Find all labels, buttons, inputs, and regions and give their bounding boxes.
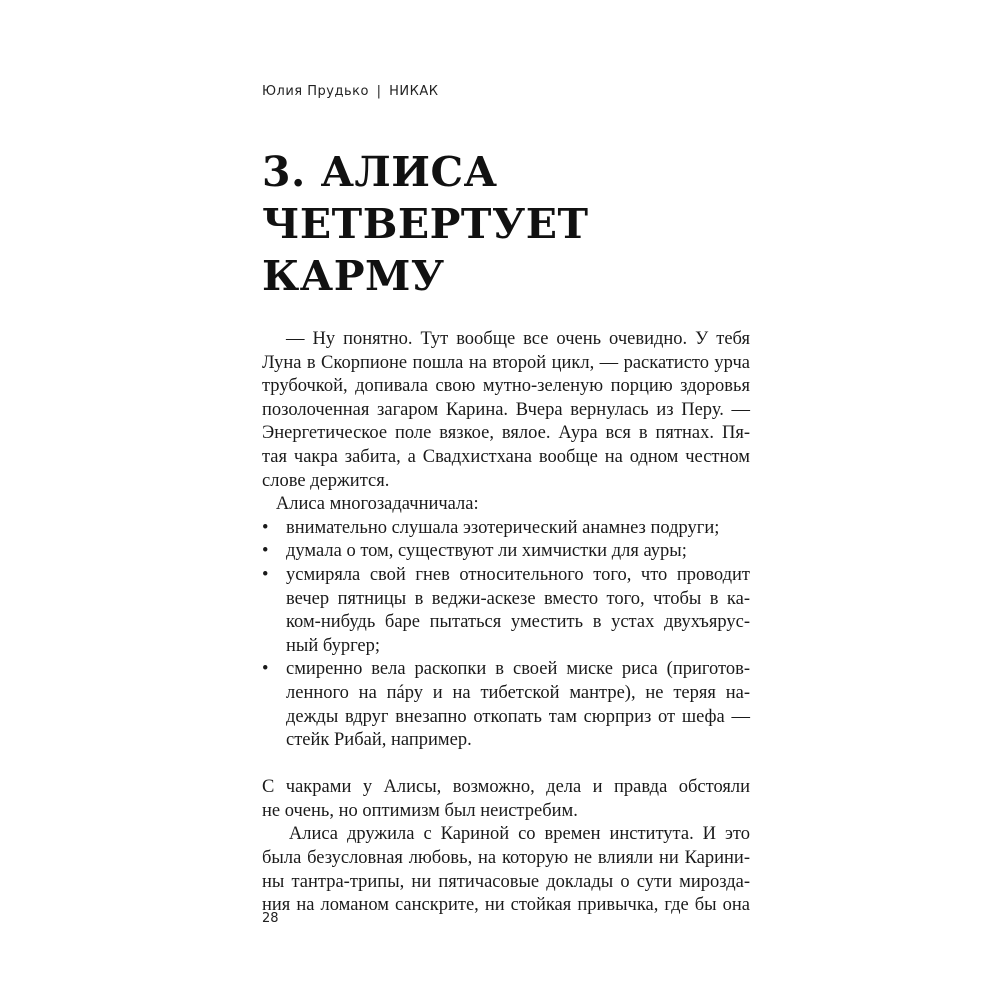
paragraph-spacer: [262, 753, 750, 777]
paragraph-dialogue: [262, 328, 750, 493]
chapter-title-line-2: КАРМУ: [262, 252, 445, 300]
bullet-icon: •: [262, 517, 269, 538]
running-header: [262, 84, 438, 99]
paragraph-friendship: [262, 823, 750, 917]
text-line: не очень, но оптимизм был неистребим.: [262, 800, 578, 821]
body-text: [262, 328, 750, 918]
text-line: тая чакра забита, а Свадхистхана вообще на одном честном: [262, 446, 750, 467]
text-line: ны тантра-трипы, ни пятичасовые доклады о сути мирозда-: [262, 871, 750, 892]
text-line: Луна в Скорпионе пошла на второй цикл, — раскатисто урча: [262, 352, 750, 373]
bullet-icon: •: [262, 659, 269, 680]
page-number: 28: [262, 911, 279, 926]
paragraph-chakras: [262, 776, 750, 823]
bullet-icon: •: [262, 541, 269, 562]
text-line: ния на ломаном санскрите, ни стойкая привычка, где бы она: [262, 895, 750, 916]
text-line: думала о том, существуют ли химчистки для ауры;: [286, 541, 687, 562]
text-line: ленного на пáру и на тибетской мантре), не теряя на-: [286, 682, 750, 703]
text-line: С чакрами у Алисы, возможно, дела и правда обстояли: [262, 777, 750, 798]
chapter-title: [262, 146, 762, 302]
header-book-title: НИКАК: [389, 84, 439, 99]
paragraph-intro: [262, 493, 750, 517]
list-item: [262, 517, 750, 541]
text-line: дежды вдруг внезапно откопать там сюрприз от шефа —: [286, 706, 750, 727]
text-line: — Ну понятно. Тут вообще все очень очевидно. У тебя: [262, 329, 750, 349]
bullet-list: [262, 517, 750, 753]
header-separator: |: [376, 84, 382, 99]
text-line: ком-нибудь баре пытаться уместить в устах двухъярус-: [286, 612, 750, 633]
text-line: была безусловная любовь, на которую не влияли ни Карини-: [262, 848, 750, 869]
text-line: Алиса многозадачничала:: [262, 494, 479, 515]
text-line: Энергетическое поле вязкое, вялое. Аура вся в пятнах. Пя-: [262, 423, 750, 444]
list-item: [262, 564, 750, 658]
text-line: вечер пятницы в веджи-аскезе вместо того, чтобы в ка-: [286, 588, 750, 609]
text-line: слове держится.: [262, 470, 390, 491]
text-line: смиренно вела раскопки в своей миске риса (приготов-: [286, 659, 750, 680]
text-line: позолоченная загаром Карина. Вчера вернулась из Перу. —: [262, 399, 750, 420]
chapter-title-line-1: 3. АЛИСА ЧЕТВЕРТУЕТ: [262, 148, 589, 248]
header-author: Юлия Прудько: [262, 84, 369, 99]
text-line: трубочкой, допивала свою мутно-зеленую порцию здоровья: [262, 376, 750, 397]
text-line: стейк Рибай, например.: [286, 730, 472, 751]
bullet-icon: •: [262, 564, 269, 585]
list-item: [262, 540, 750, 564]
text-line: Алиса дружила с Кариной со времен института. И это: [262, 824, 750, 845]
text-line: внимательно слушала эзотерический анамнез подруги;: [286, 517, 720, 538]
list-item: [262, 658, 750, 752]
text-line: усмиряла свой гнев относительного того, что проводит: [286, 564, 750, 585]
text-line: ный бургер;: [286, 635, 381, 656]
